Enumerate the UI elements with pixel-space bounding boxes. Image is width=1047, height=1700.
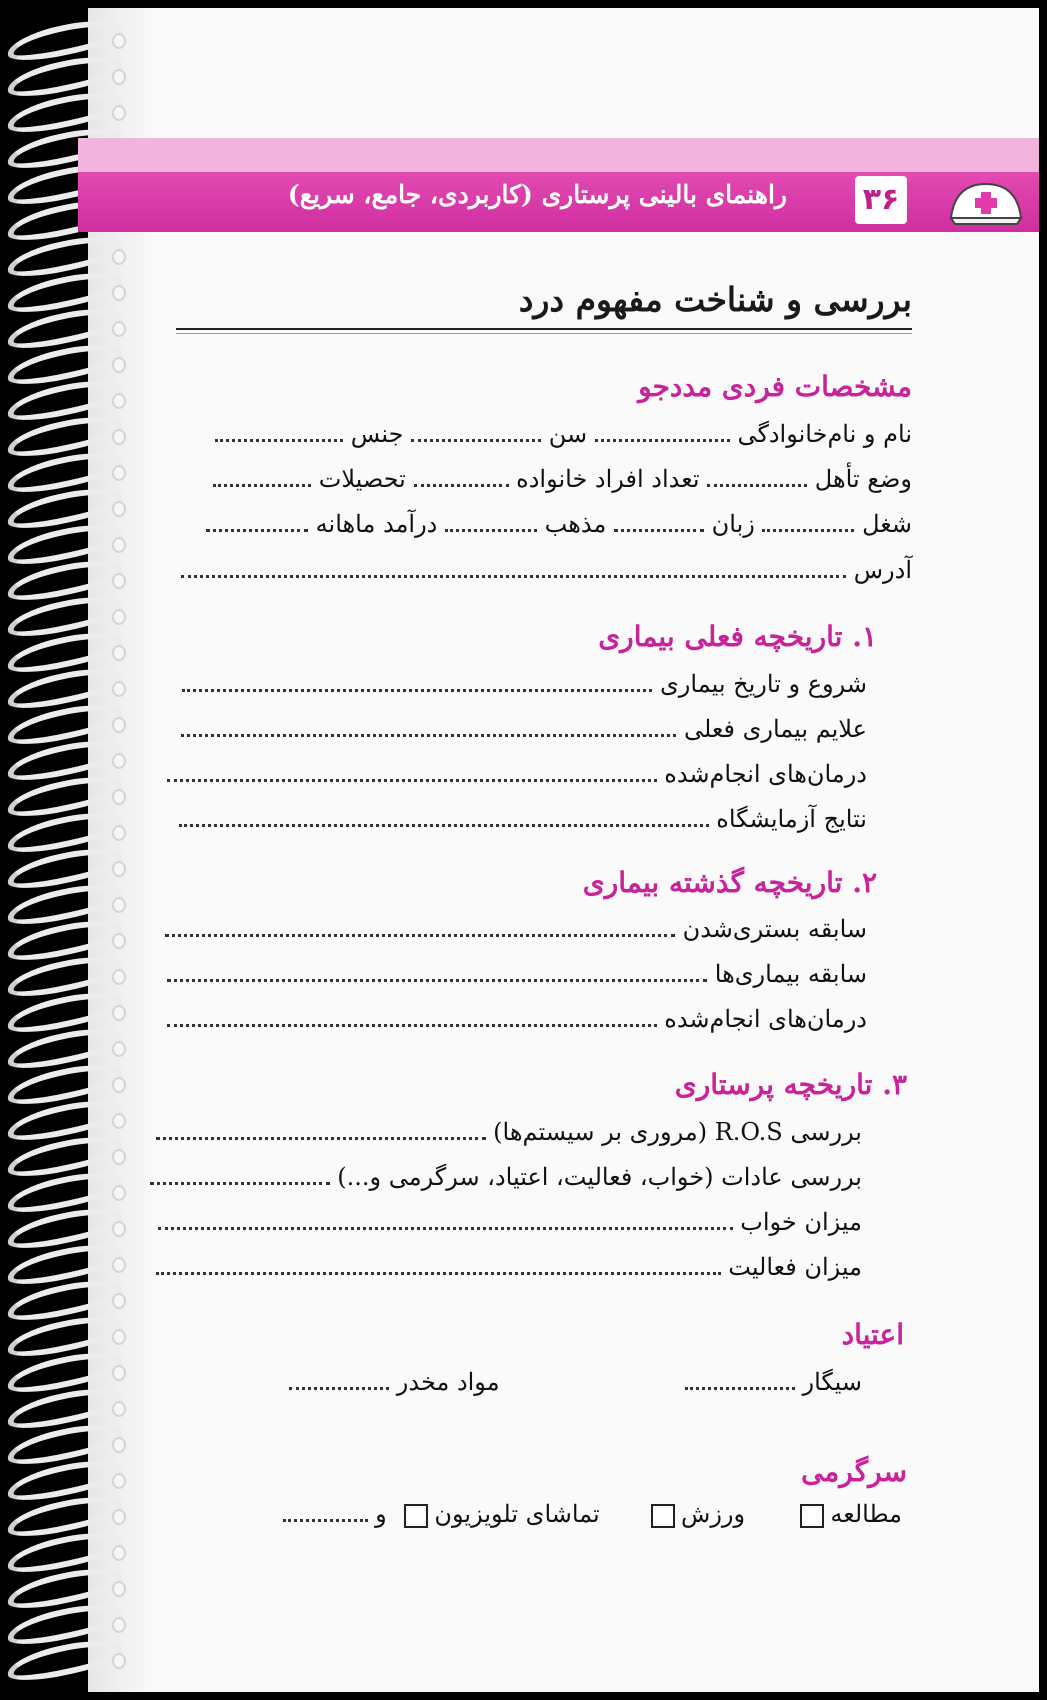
personal-row-2 [213,465,912,493]
s2-item-label: درمان‌های انجام‌شده [664,1005,867,1033]
language-field[interactable] [614,525,704,532]
binding-hole [112,1185,126,1201]
hobby-option-tv: تماشای تلویزیون [434,1500,600,1528]
binding-hole [112,1329,126,1345]
binding-hole [112,1149,126,1165]
binding-hole [112,573,126,589]
page-number: ۳۶ [855,176,907,224]
section-3-heading [675,1068,907,1101]
binding-hole [112,1653,126,1669]
age-label: سن [548,420,588,448]
sport-checkbox[interactable] [651,1504,675,1528]
binding-hole [112,105,126,121]
binding-hole [112,1617,126,1633]
age-field[interactable] [411,435,541,442]
s2-item [167,960,867,988]
section-2-heading [583,866,877,899]
personal-row-1 [215,420,912,448]
religion-field[interactable] [445,525,537,532]
reading-checkbox[interactable] [800,1504,824,1528]
education-label: تحصیلات [318,465,406,493]
job-field[interactable] [762,525,854,532]
binding-hole [112,1005,126,1021]
binding-hole [112,1293,126,1309]
binding-hole [112,1221,126,1237]
section-3-number: ۳. [882,1068,907,1101]
binding-hole [112,69,126,85]
language-label: زبان [711,510,755,538]
family-count-field[interactable] [414,480,509,487]
binding-hole [112,1509,126,1525]
binding-hole [112,897,126,913]
s1-item-field[interactable] [167,775,657,782]
binding-hole [112,357,126,373]
name-field[interactable] [595,435,730,442]
personal-info-heading: مشخصات فردی مددجو [638,370,912,403]
income-label: درآمد ماهانه [315,510,438,538]
binding-hole [112,1473,126,1489]
binding-hole [112,645,126,661]
binding-hole [112,249,126,265]
s2-item-field[interactable] [167,1020,657,1027]
s3-item-field[interactable] [156,1268,721,1275]
binding-hole [112,1437,126,1453]
s3-item-label: میزان فعالیت [728,1253,862,1281]
binding-hole [112,717,126,733]
section-1-number: ۱. [852,620,877,653]
binding-hole [112,321,126,337]
binding-hole [112,1257,126,1273]
addiction-heading: اعتیاد [841,1318,904,1351]
s3-item [156,1118,863,1146]
hobby-option-reading: مطالعه [830,1500,902,1528]
education-field[interactable] [213,480,311,487]
binding-hole [112,537,126,553]
marital-label: وضع تأهل [814,465,912,493]
personal-row-4 [181,556,912,584]
s2-item [167,1005,867,1033]
hobby-row [283,1500,903,1528]
binding-hole [112,789,126,805]
name-label: نام و نام‌خانوادگی [737,420,912,448]
binding-hole [112,825,126,841]
marital-field[interactable] [707,480,807,487]
religion-label: مذهب [544,510,607,538]
binding-hole [112,465,126,481]
binding-hole [112,969,126,985]
s3-item-label: میزان خواب [740,1208,862,1236]
title-underline-thin [176,333,912,334]
binding-hole [112,429,126,445]
binding-hole [112,1077,126,1093]
binding-hole [112,1041,126,1057]
binding-hole [112,933,126,949]
s3-item-field[interactable] [156,1133,486,1140]
job-label: شغل [862,510,912,538]
running-title: راهنمای بالینی پرستاری (کاربردی، جامع، سریع) [287,180,787,209]
section-3-title: تاریخچه پرستاری [674,1068,873,1101]
gender-field[interactable] [215,435,343,442]
binding-hole [112,609,126,625]
s1-item [167,760,867,788]
binding-hole [112,1401,126,1417]
binding-hole [112,393,126,409]
s1-item-label: درمان‌های انجام‌شده [664,760,867,788]
tv-checkbox[interactable] [404,1504,428,1528]
binding-hole [112,1113,126,1129]
cigarette-label: سیگار [802,1368,862,1396]
binding-hole [112,501,126,517]
s2-item-label: سابقه بیماری‌ها [714,960,867,988]
s1-item-label: نتایج آزمایشگاه [716,805,867,833]
address-field[interactable] [181,571,846,578]
s1-item-field[interactable] [182,685,652,692]
binding-hole [112,1581,126,1597]
hobby-option-sport: ورزش [681,1500,746,1528]
s2-item [165,915,867,943]
cigarette-field[interactable] [685,1383,795,1390]
address-label: آدرس [853,556,912,584]
header-band-top [78,138,1039,172]
s1-item [181,715,867,743]
section-2-number: ۲. [852,866,877,899]
hobby-other-field[interactable] [283,1515,368,1522]
s3-item-field[interactable] [150,1178,330,1185]
s2-item-label: سابقه بستری‌شدن [682,915,867,943]
binding-hole [112,861,126,877]
s3-item-field[interactable] [158,1223,733,1230]
s3-item [150,1163,862,1191]
s3-item-label: بررسی R.O.S (مروری بر سیستم‌ها) [493,1118,862,1146]
addiction-row [289,1368,862,1396]
drugs-field[interactable] [289,1383,389,1390]
nurse-cap-icon [947,178,1025,228]
binding-hole [112,1545,126,1561]
drugs-label: مواد مخدر [396,1368,500,1396]
binding-hole [112,285,126,301]
s1-item-label: شروع و تاریخ بیماری [660,670,867,698]
title-underline [176,328,912,330]
s1-item-field[interactable] [179,820,709,827]
family-count-label: تعداد افراد خانواده [516,465,700,493]
s3-item [158,1208,862,1236]
section-1-title: تاریخچه فعلی بیماری [598,620,843,653]
s1-item [182,670,867,698]
binding-hole [112,33,126,49]
binding-hole [112,681,126,697]
binding-hole [112,1365,126,1381]
section-2-title: تاریخچه گذشته بیماری [582,866,843,899]
hobby-and: و [375,1500,387,1528]
s1-item [179,805,867,833]
page-title: بررسی و شناخت مفهوم درد [518,280,912,319]
binding-hole [112,753,126,769]
personal-row-3 [206,510,912,538]
hobby-heading: سرگرمی [800,1455,907,1488]
s2-item-field[interactable] [165,930,675,937]
book-page [88,8,1039,1692]
s3-item-label: بررسی عادات (خواب، فعالیت، اعتیاد، سرگرمی و...) [337,1163,862,1191]
s3-item [156,1253,862,1281]
income-field[interactable] [206,525,308,532]
s1-item-label: علایم بیماری فعلی [683,715,867,743]
s2-item-field[interactable] [167,975,707,982]
section-1-heading [598,620,877,653]
spiral-binding [0,0,150,1700]
gender-label: جنس [350,420,404,448]
s1-item-field[interactable] [181,730,676,737]
